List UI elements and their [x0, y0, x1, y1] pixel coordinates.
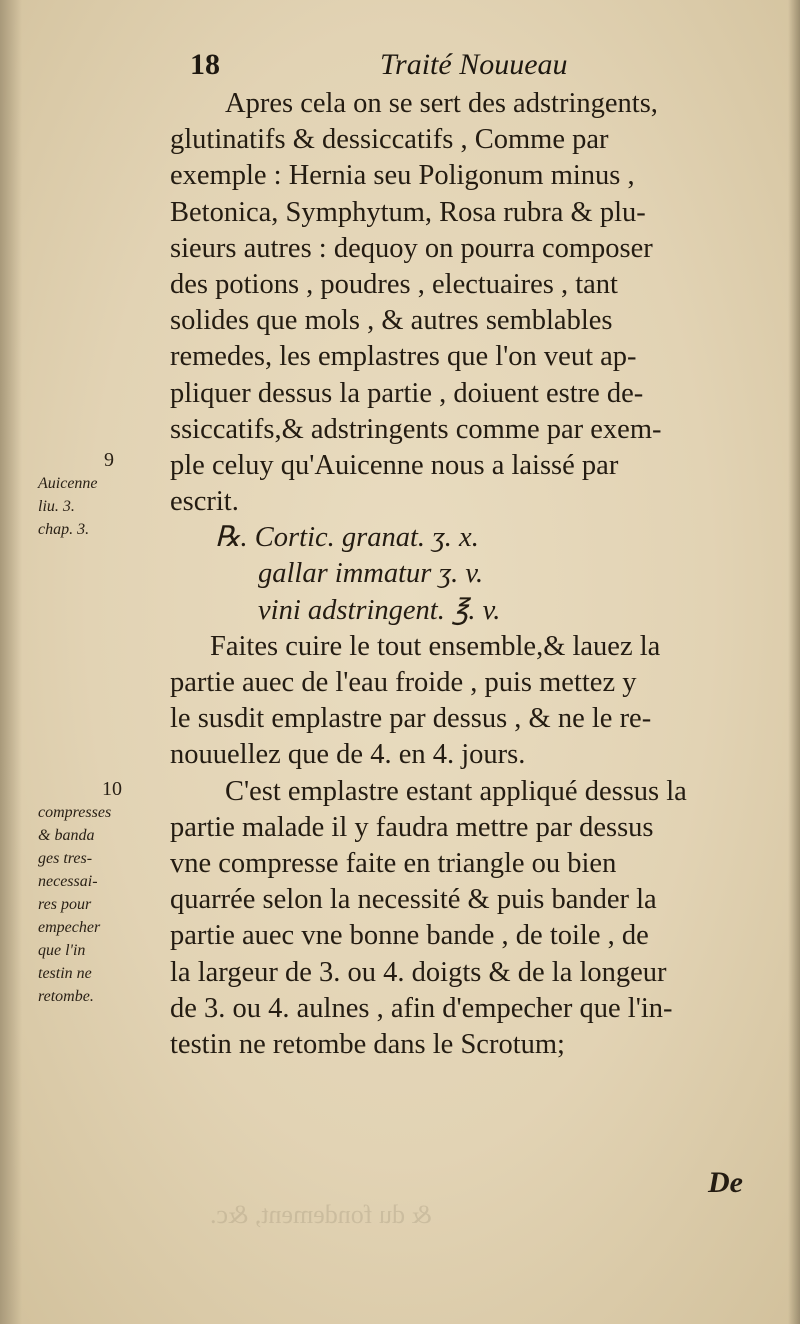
catchword: De	[708, 1166, 743, 1199]
margin-note-line: liu. 3.	[38, 498, 75, 515]
margin-note-number: 9	[104, 449, 114, 471]
text-line: partie malade il y faudra mettre par dessus	[170, 811, 654, 843]
page-header	[0, 48, 800, 88]
margin-note-number: 10	[102, 778, 122, 800]
page-edge-shadow-left	[0, 0, 22, 1324]
margin-note-line: res pour	[38, 896, 92, 913]
text-line: le susdit emplastre par dessus , & ne le re-	[170, 703, 652, 735]
page-number: 18	[190, 48, 220, 81]
recipe-line: ℞. Cortic. granat. ʒ. x.	[215, 522, 479, 554]
text-line: ple celuy qu'Auicenne nous a laissé par	[170, 449, 619, 481]
text-line: testin ne retombe dans le Scrotum;	[170, 1028, 565, 1060]
text-line: glutinatifs & dessiccatifs , Comme par	[170, 124, 609, 156]
margin-note-9	[38, 449, 163, 541]
text-line: solides que mols , & autres semblables	[170, 305, 613, 337]
text-line: C'est emplastre estant appliqué dessus la	[225, 775, 687, 807]
body-text	[170, 86, 780, 1063]
text-line: pliquer dessus la partie , doiuent estre de-	[170, 377, 644, 409]
page-edge-shadow-right	[788, 0, 800, 1324]
margin-note-line: que l'in	[38, 942, 86, 959]
recipe-line: gallar immatur ʒ. v.	[258, 558, 484, 590]
margin-note-line: testin ne	[38, 965, 92, 982]
text-line: escrit.	[170, 486, 239, 518]
text-line: sieurs autres : dequoy on pourra composer	[170, 232, 653, 264]
margin-note-line: necessai-	[38, 873, 98, 890]
margin-note-10	[38, 778, 163, 1008]
recipe-line: vini adstringent. ℥. v.	[258, 594, 501, 626]
margin-note-line: compresses	[38, 804, 112, 821]
margin-note-line: ges tres-	[38, 850, 93, 867]
text-line: nouuellez que de 4. en 4. jours.	[170, 739, 526, 771]
margin-note-line: Auicenne	[38, 475, 98, 492]
text-line: de 3. ou 4. aulnes , afin d'empecher que l'in-	[170, 992, 673, 1024]
text-line: Apres cela on se sert des adstringents,	[225, 88, 658, 119]
text-line: quarrée selon la necessité & puis bander la	[170, 884, 657, 916]
text-line: remedes, les emplastres que l'on veut ap-	[170, 341, 637, 373]
margin-note-line: retombe.	[38, 988, 94, 1005]
text-line: vne compresse faite en triangle ou bien	[170, 847, 617, 879]
bleed-through-text: & du fondement, &c.	[210, 1200, 432, 1229]
text-line: exemple : Hernia seu Poligonum minus ,	[170, 160, 635, 192]
margin-note-line: chap. 3.	[38, 521, 90, 538]
text-line: la largeur de 3. ou 4. doigts & de la longeur	[170, 956, 667, 988]
margin-note-line: & banda	[38, 827, 95, 844]
margin-note-line: empecher	[38, 919, 101, 936]
running-title: Traité Nouueau	[380, 48, 568, 81]
text-line: ssiccatifs,& adstringents comme par exem-	[170, 413, 662, 445]
text-line: partie auec vne bonne bande , de toile , de	[170, 920, 649, 952]
text-line: partie auec de l'eau froide , puis mettez y	[170, 667, 637, 698]
text-line: des potions , poudres , electuaires , tant	[170, 268, 618, 300]
text-line: Faites cuire le tout ensemble,& lauez la	[210, 630, 661, 662]
text-line: Betonica, Symphytum, Rosa rubra & plu-	[170, 196, 646, 228]
